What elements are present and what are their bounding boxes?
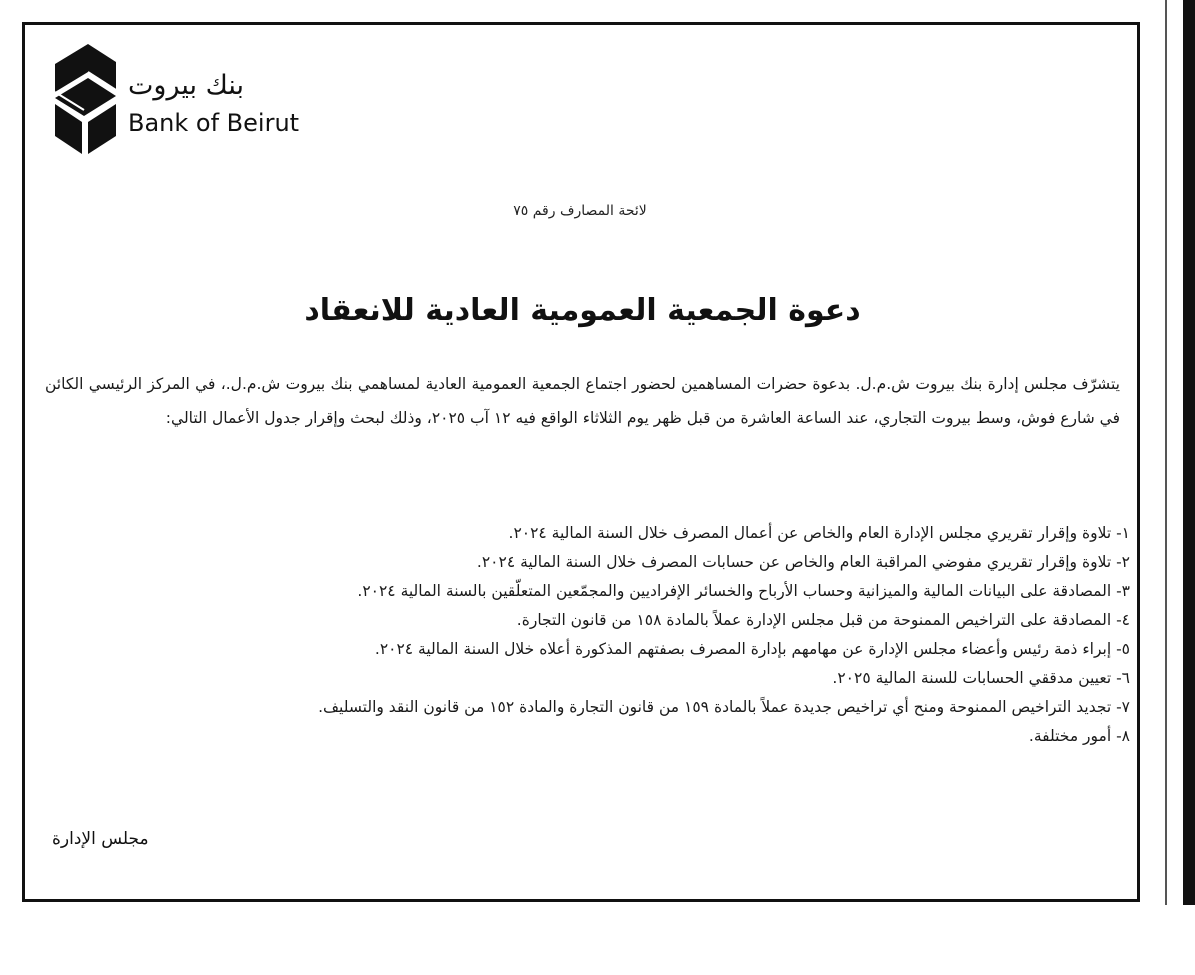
- agenda-list: [45, 519, 1130, 751]
- agenda-item-3: ٣- المصادقة على البيانات المالية والميزانية وحساب الأرباح والخسائر الإفراديين والمجمّعين المتعلّقين بالسنة المالية ٢٠٢٤.: [357, 582, 1130, 600]
- agenda-item-8: ٨- أمور مختلفة.: [1028, 727, 1130, 745]
- signature: مجلس الإدارة: [52, 829, 149, 849]
- notice-reference: لائحة المصارف رقم ٧٥: [513, 203, 647, 219]
- brand-name-english: Bank of Beirut: [128, 109, 300, 137]
- page-edge: [1183, 0, 1195, 905]
- agenda-item-4: ٤- المصادقة على التراخيص الممنوحة من قبل مجلس الإدارة عملاً بالمادة ١٥٨ من قانون التجارة.: [516, 611, 1130, 629]
- agenda-item-2: ٢- تلاوة وإقرار تقريري مفوضي المراقبة العام والخاص عن حسابات المصرف خلال السنة المالية ٢٠٢٤.: [476, 553, 1130, 571]
- notice-frame: [22, 22, 1140, 902]
- notice-intro: يتشرّف مجلس إدارة بنك بيروت ش.م.ل. بدعوة حضرات المساهمين لحضور اجتماع الجمعية العمومية العادية لمساهمي بنك بيروت ش.م.ل.، في المركز الرئيسي الكائن في شارع فوش، وسط بيروت التجاري، عند الساعة العاشرة من قبل ظهر يوم الثلاثاء الواقع فيه ١٢ آب ٢٠٢٥، وذلك لبحث وإقرار جدول الأعمال التالي:: [45, 375, 1120, 427]
- agenda-item-5: ٥- إبراء ذمة رئيس وأعضاء مجلس الإدارة عن مهامهم بإدارة المصرف بصفتهم المذكورة أعلاه خلال السنة المالية ٢٠٢٤.: [374, 640, 1130, 658]
- agenda-item-7: ٧- تجديد التراخيص الممنوحة ومنح أي تراخيص جديدة عملاً بالمادة ١٥٩ من قانون التجارة والمادة ١٥٢ من قانون النقد والتسليف.: [318, 698, 1130, 716]
- agenda-item-1: ١- تلاوة وإقرار تقريري مجلس الإدارة العام والخاص عن أعمال المصرف خلال السنة المالية ٢٠٢٤.: [508, 524, 1130, 542]
- bank-of-beirut-logo-icon: [50, 42, 120, 158]
- column-divider: [1165, 0, 1167, 905]
- agenda-item-6: ٦- تعيين مدققي الحسابات للسنة المالية ٢٠٢٥.: [832, 669, 1130, 687]
- notice-title: دعوة الجمعية العمومية العادية للانعقاد: [304, 293, 861, 328]
- brand-name-arabic: بنك بيروت: [128, 70, 245, 101]
